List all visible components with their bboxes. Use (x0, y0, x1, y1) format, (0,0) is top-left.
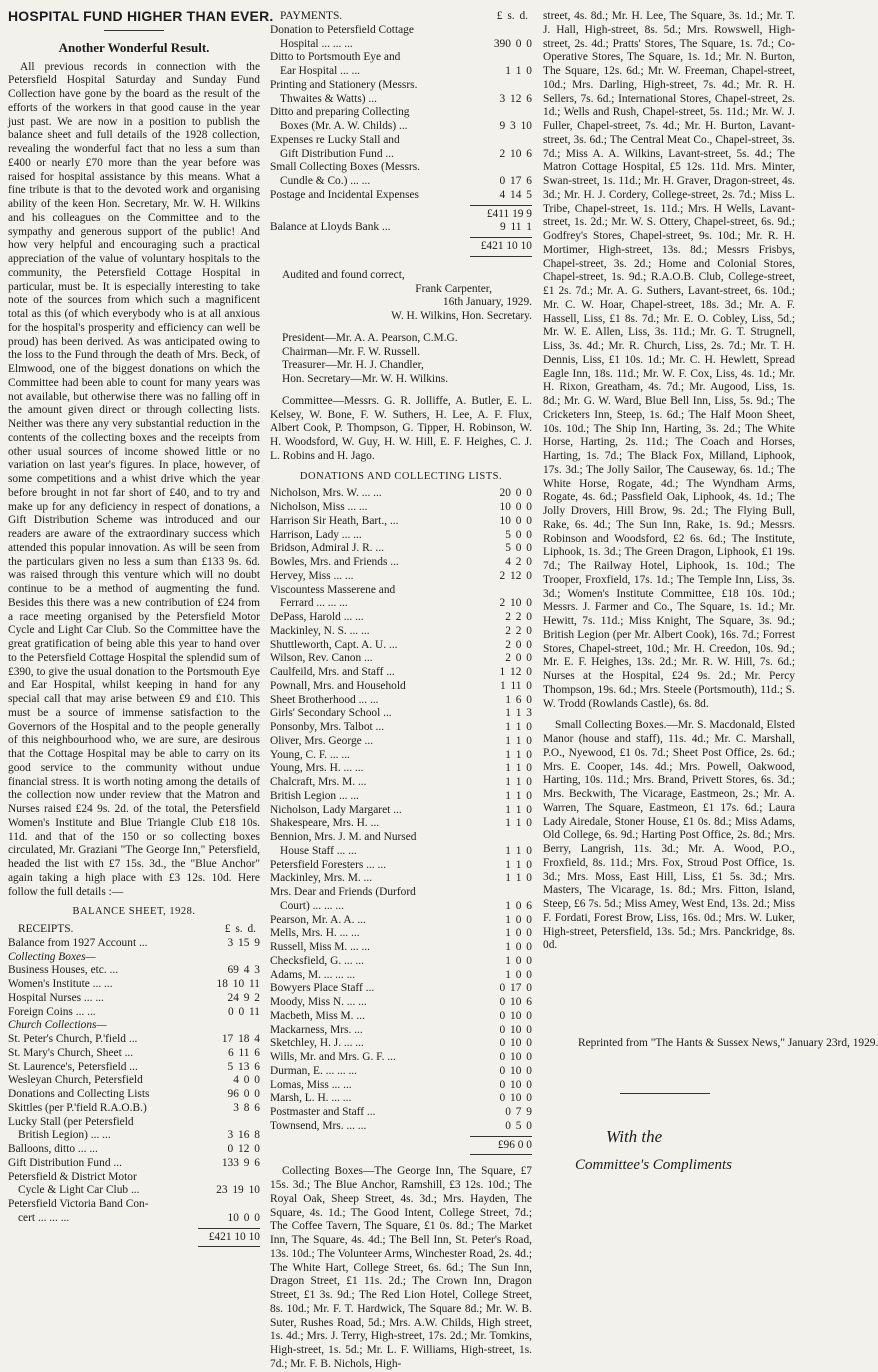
donations-total: £96 0 0 (497, 1138, 532, 1151)
donation-line (270, 735, 532, 749)
donation-line-label: British Legion ... ... (270, 789, 359, 802)
receipt-line (8, 1019, 260, 1033)
receipt-line-amount: 23 19 10 (216, 1184, 260, 1197)
donation-line-label: Caulfeild, Mrs. and Staff ... (270, 666, 395, 678)
payment-line (270, 79, 532, 93)
payment-line (270, 134, 532, 148)
donation-line-label: Chalcraft, Mrs. M. ... (270, 776, 367, 788)
audit-statement: Audited and found correct, (282, 268, 405, 281)
payments-header (270, 10, 532, 24)
donation-line (270, 1024, 532, 1038)
donation-line (270, 969, 532, 983)
donation-line (270, 859, 532, 873)
donation-line-label: Ponsonby, Mrs. Talbot ... (270, 721, 385, 733)
donation-line-amount: 1 1 3 (505, 707, 532, 720)
donation-line (270, 1037, 532, 1051)
donation-line-amount: 0 10 0 (499, 1051, 532, 1063)
payment-line (270, 93, 532, 107)
donation-line (270, 776, 532, 790)
donation-line-amount: 0 5 0 (505, 1119, 532, 1132)
donation-line-label: Harrison, Lady ... ... (270, 528, 362, 541)
payment-line (270, 161, 532, 175)
receipt-line-label: Women's Institute ... ... (8, 978, 113, 990)
donations-list (270, 487, 532, 1133)
officer-line: Treasurer—Mr. H. J. Chandler, (282, 359, 424, 372)
donation-line-label: Hervey, Miss ... ... (270, 569, 354, 582)
donation-line-label: Bowles, Mrs. and Friends ... (270, 556, 399, 568)
balance-row (270, 221, 532, 235)
receipt-line (8, 937, 260, 951)
small-collecting-boxes: Small Collecting Boxes.—Mr. S. Macdonald, Elsted Manor (house and staff), 11s. 4d.; Mr. C. Marshall, P.O., Nyewood, £1 0s. 7d.; Sheet Post Office, 2s. 6d.; Mrs. E. Cooper, 14s. 4d.; Mrs. Powell, Oakwood, Harting, 10s. 11d.; Mrs. Brand, Privett Stores, 6s. 3d.; Mrs. Beckwith, The Vicarage, Eastmeon, 2s.; Mr. A. Warren, The Square, Eastmeon, £1 17s. 6d.; Laura Lady Airedale, Stoner House, £1 0s. 8d.; Miss Adams, Old College, 6s. 9d.; Harting Post Office, 2s. 8d.; Mrs. Berry, Langrish, 11s. 3d.; Mr. A. Wood, P.O., Froxfield, 8s. 11d.; Mrs. Fox, Stroud Post Office, 1s. 3d.; Mrs. Moss, East Hill, Liss, £1 5s. 3d.; Mrs. Masters, The Vicarage, 1s. 8d.; Mrs. Fitton, Island, Steep, £6 7s. 5d.; Miss Amey, West End, 13s. 2d.; Miss F. Fordati, Forest Brow, Liss, 16s. 0d.; Mrs. W. Luker, High-street, Petersfield, 13s. 5d.; Mrs. Panckridge, 8s. 0d. (543, 719, 795, 952)
secretary-signature: W. H. Wilkins, Hon. Secretary. (391, 310, 532, 322)
payment-line-amount: 390 0 0 (493, 37, 532, 50)
receipt-line-label: cert ... ... ... (18, 1211, 70, 1224)
payment-line-amount: 1 1 0 (505, 65, 532, 77)
donation-line-amount: 1 12 0 (499, 666, 532, 678)
receipt-line-amount: 18 10 11 (216, 978, 260, 990)
donation-line-amount: 2 2 0 (505, 611, 532, 623)
donation-line (270, 597, 532, 611)
donation-line-amount: 0 10 6 (499, 996, 532, 1008)
donation-line (270, 680, 532, 694)
payment-line (270, 65, 532, 79)
sum-rule (198, 1228, 260, 1229)
payment-line-label: Donation to Petersfield Cottage (270, 23, 414, 36)
donation-line (270, 721, 532, 735)
donation-line-label: Pearson, Mr. A. A. ... (270, 913, 366, 926)
donation-line-amount: 1 6 0 (505, 693, 532, 706)
payment-line-label: Hospital ... ... ... (280, 37, 353, 50)
receipts-list (8, 937, 260, 1226)
donation-line (270, 831, 532, 845)
donation-line (270, 996, 532, 1010)
receipt-line-amount: 3 8 6 (233, 1101, 260, 1114)
receipt-line-amount: 10 0 0 (227, 1211, 260, 1224)
donation-line-label: Townsend, Mrs. ... ... (270, 1119, 367, 1132)
receipts-total: £421 10 10 (208, 1230, 260, 1243)
balance-amount: 9 11 1 (499, 221, 532, 234)
donation-line-label: Shuttleworth, Capt. A. U. ... (270, 638, 398, 651)
balance-sheet-title: BALANCE SHEET, 1928. (72, 906, 196, 918)
donation-line-amount: 5 0 0 (505, 542, 532, 555)
receipt-line-amount: 4 0 0 (233, 1074, 260, 1087)
headline: HOSPITAL FUND HIGHER THAN EVER. (8, 8, 274, 24)
audit-date: 16th January, 1929. (442, 296, 532, 309)
donation-line-label: Viscountess Masserene and (270, 583, 396, 596)
donation-line-label: Wills, Mr. and Mrs. G. F. ... (270, 1051, 396, 1063)
sum-rule (470, 256, 532, 257)
auditor-name: Frank Carpenter, (415, 282, 492, 295)
receipt-line-label: British Legion) ... ... (18, 1129, 111, 1142)
donation-line-amount: 10 0 0 (499, 501, 532, 513)
donation-line-amount: 1 0 0 (505, 954, 532, 967)
donation-line (270, 501, 532, 515)
receipt-line (8, 1157, 260, 1171)
receipt-line-label: Petersfield & District Motor (8, 1170, 137, 1183)
donation-line-label: Russell, Miss M. ... ... (270, 941, 371, 953)
donation-line-amount: 1 1 0 (505, 872, 532, 885)
payment-line-label: Cundle & Co.) ... ... (280, 175, 371, 187)
receipt-line-label: Cycle & Light Car Club ... (18, 1184, 140, 1197)
receipt-line-label: Business Houses, etc. ... (8, 964, 119, 977)
donation-line-label: Petersfield Foresters ... ... (270, 858, 387, 871)
donation-line-label: DePass, Harold ... ... (270, 611, 364, 623)
payment-line-label: Ear Hospital ... ... (280, 65, 361, 77)
donation-line-amount: 1 1 0 (505, 803, 532, 816)
payments-list (270, 24, 532, 203)
donation-line (270, 1010, 532, 1024)
donation-line-amount: 2 2 0 (505, 624, 532, 637)
receipt-line-label: Petersfield Victoria Band Con- (8, 1198, 149, 1210)
receipt-line-amount: 3 16 8 (227, 1129, 260, 1142)
donation-line-label: Oliver, Mrs. George ... (270, 734, 374, 747)
donation-line-label: Bowyers Place Staff ... (270, 982, 375, 995)
receipt-line (8, 1047, 260, 1061)
receipt-line (8, 1074, 260, 1088)
receipt-line (8, 1116, 260, 1130)
donation-line-label: Nicholson, Mrs. W. ... ... (270, 487, 382, 500)
column-2 (270, 10, 532, 1372)
donation-line (270, 556, 532, 570)
payment-line-label: Gift Distribution Fund ... (280, 147, 394, 160)
receipt-line-amount: 133 9 6 (221, 1156, 260, 1169)
receipt-line-amount: 0 12 0 (227, 1143, 260, 1155)
payment-line-label: Thwaites & Watts) ... (280, 92, 377, 105)
donation-line (270, 900, 532, 914)
receipt-line-amount: 24 9 2 (227, 991, 260, 1004)
donation-line (270, 886, 532, 900)
receipt-line-label: St. Laurence's, Petersfield ... (8, 1060, 138, 1073)
sum-rule (470, 1154, 532, 1155)
donation-line (270, 707, 532, 721)
officers-list (270, 332, 532, 387)
donation-line-amount: 0 17 0 (499, 982, 532, 995)
donation-line-label: Bennion, Mrs. J. M. and Nursed (270, 831, 417, 843)
donation-line-label: Pownall, Mrs. and Household (270, 679, 406, 692)
receipt-line (8, 1171, 260, 1185)
receipts-label: RECEIPTS. (18, 923, 74, 935)
payment-line-label: Postage and Incidental Expenses (270, 188, 419, 201)
receipt-line (8, 978, 260, 992)
receipt-line-amount: 17 18 4 (221, 1033, 260, 1045)
sum-rule (198, 1246, 260, 1247)
payments-currency-header: £ s. d. (496, 10, 528, 22)
donation-line (270, 927, 532, 941)
payment-line (270, 120, 532, 134)
payment-line-label: Printing and Stationery (Messrs. (270, 78, 418, 91)
payments-label: PAYMENTS. (280, 10, 343, 22)
receipt-line-label: Donations and Collecting Lists (8, 1088, 150, 1100)
receipt-line-label: St. Peter's Church, P.'field ... (8, 1033, 138, 1045)
donation-line-amount: 1 11 0 (499, 679, 532, 692)
balance-label: Balance at Lloyds Bank ... (270, 221, 391, 234)
donation-line-label: Nicholson, Lady Margaret ... (270, 803, 402, 816)
sum-rule (470, 1136, 532, 1137)
divider (104, 30, 164, 31)
donation-line-label: Postmaster and Staff ... (270, 1106, 376, 1118)
donation-line-amount: 0 7 9 (505, 1106, 532, 1118)
donation-line-label: Young, Mrs. H. ... ... (270, 762, 364, 775)
receipt-line (8, 1006, 260, 1020)
receipt-line (8, 992, 260, 1006)
receipt-line (8, 1212, 260, 1226)
payments-total: £421 10 10 (480, 240, 532, 252)
donation-line-amount: 0 10 0 (499, 1023, 532, 1036)
donation-line (270, 955, 532, 969)
donation-line-amount: 0 10 0 (499, 1009, 532, 1022)
collecting-boxes-continued: street, 4s. 8d.; Mr. H. Lee, The Square, 3s. 1d.; Mr. T. J. Hall, High-street, 8s. 5d.; Mrs. Rowswell, High-street, 2s. 4d.; Pratts' Stores, The Square, 1s. 7d.; Co-Operative Stores, The Square, 1s. 1d.; Mr. N. Burton, The Square, 12s. 6d.; Mr. W. Freeman, Chapel-street, 10d.; Mrs. Darling, High-street, 7s. 4d.; Mr. R. H. Sellers, 7s. 6d.; International Stores, Chapel-street, 2s. 1d.; Wells and Rush, Chapel-street, 5s. 11d.; Mr. W. J. Fuller, Chapel-street, 7s. 4d.; Mr. H. Burton, Lavant-street, 3s. 6d.; The Central Meat Co., Chapel-street, 3s. 7d.; Miss A. A. Wilkins, Lavant-street, 5s. 4d.; The Matron Cottage Hospital, £5 12s. 11d. Mrs. Minter, Swan-street, 1s. 11d.; Mr. H. Graver, Dragon-street, 4s. 3d.; Mr. H. J. Cordery, College-street, 2s. 7d.; Miss L. Tribe, Chapel-street, 1s. 11d.; Mrs. H Wells, Lavant-street, 1s. 2d.; Mr. W. S. Ottery, Chapel-street, 6s. 9d.; Godfrey's Stores, Chapel-street, 9s. 10d.; Mr. R. H. Mortimer, High-street, 13s. 8d.; Messrs Frisbys, Chapel-street, 3s. 2d.; Home and Colonial Stores, Chapel-street, 1s. 9d.; R.A.O.B. Club, College-street, £1 2s. 7d.; Mr. A. G. Suthers, Lavant-street, 6s. 10d.; Mr. C. W. Hoar, Chapel-street, 18s. 3d.; Mr. A. F. Hassell, Liss, £1 8s. 7d.; Mr. E. O. Cobley, Liss, 5d.; Mr. W. E. Allen, Liss, 3s. 11d.; Mr. G. T. Strugnell, Liss, 3s. 4d.; Mr. R. Church, Liss, 2s. 7d.; Mr. T. H. Dennis, Liss, £1 10s. 1d.; Mr. C. H. Hewlett, Spread Eagle Inn, 18s. 11d.; Mr. W. F. Cox, Liss, 4s. 1d.; Mr. H. Rixon, Greatham, 4s. 7d.; Mr. Augood, Liss, 1s. 8d.; Mr. G. W. Ward, Blue Bell Inn, Liss, 5s. 9d.; The Cricketers Inn, Steep, 1s. 6d.; The Half Moon Sheet, 10s. 10d.; The Ship Inn, Harting, 3s. 2d.; The White Horse, Harting, 2s. 11d.; The Coach and Horses, Harting, 1s. 7d.; The Black Fox, Milland, Liphook, 17s. 3d.; The Jolly Sailor, The Causeway, 6s. 1d.; The White Horse, Rogate, 4d.; The Wyndham Arms, Rogate, 4s. 6d.; Passfield Oak, Liphook, 4s. 1d.; The Jolly Drovers, Hill Brow, 9s. 2d.; The Flying Bull, Rake, 6s. 4d.; The Sun Inn, Rake, 1s. 9d.; Messrs. Robinson and Woodsford, £2 6s. 6d.; The Institute, Liphook, 1s. 3d.; The Green Dragon, Liphook, £1 19s. 7d.; The Railway Hotel, Liphook, 1s. 10d.; The Trooper, Froxfield, 17s. 1d.; The Temple Inn, Liss, 3s. 3d.; Women's Institute Committee, £18 10s. 10d.; Messrs. J. Farmer and Co., The Square, 1s. 1d.; Mr. Hewitt, 7s. 11d.; Miss Knight, The Square, 3s. 9d.; British Legion (per Mr. Albert Cook), 16s. 7d.; Forrest Stores, Chapel-street, 10d.; Mr. H. Creedon, 10s. 9d.; Mr. E. F. Heighes, 13s. 2d.; Mr. R. W. Hill, 7s. 6d.; Nurses at the Hospital, £24 9s. 2d.; Mr. Percy Thompson, 19s. 6d.; Mrs. Steele (Portsmouth), 11d.; S. W. Trodd (Rowlands Castle), 6s. 8d. (543, 10, 795, 710)
receipt-line (8, 1198, 260, 1212)
receipt-line (8, 1088, 260, 1102)
donation-line-amount: 10 0 0 (499, 514, 532, 527)
receipt-line-label: Wesleyan Church, Petersfield (8, 1074, 143, 1087)
donation-line-label: Ferrard ... ... ... (280, 597, 348, 610)
donation-line-amount: 20 0 0 (499, 487, 532, 500)
donation-line-amount: 2 12 0 (499, 569, 532, 582)
donation-line-amount: 1 1 0 (505, 817, 532, 830)
donation-line-amount: 2 0 0 (505, 638, 532, 651)
payment-line (270, 175, 532, 189)
payment-line (270, 189, 532, 203)
donation-line-amount: 5 0 0 (505, 528, 532, 541)
donation-line-label: Mackinley, Mrs. M. ... (270, 872, 373, 885)
receipt-line-label: Collecting Boxes— (8, 950, 96, 963)
sum-rule (470, 205, 532, 206)
receipts-header (8, 923, 260, 937)
donations-title: DONATIONS AND COLLECTING LISTS. (299, 470, 503, 482)
donation-line-label: Mackinley, N. S. ... ... (270, 624, 370, 637)
receipt-line-amount: 3 15 9 (227, 936, 260, 949)
donation-line (270, 529, 532, 543)
payment-line-amount: 3 12 6 (499, 92, 532, 105)
donation-line (270, 1120, 532, 1134)
receipt-line-label: Church Collections— (8, 1019, 107, 1032)
donation-line-amount: 1 1 0 (505, 844, 532, 857)
donation-line-label: Young, C. F. ... ... (270, 748, 350, 761)
receipt-line-label: St. Mary's Church, Sheet ... (8, 1046, 134, 1059)
payment-line-amount: 0 17 6 (499, 175, 532, 187)
donation-line (270, 639, 532, 653)
donation-line-amount: 1 1 0 (505, 734, 532, 747)
donation-line-amount: 0 10 0 (499, 1092, 532, 1105)
donation-line-label: Wilson, Rev. Canon ... (270, 652, 373, 665)
donation-line-amount: 1 0 0 (505, 941, 532, 953)
donation-line-label: Shakespeare, Mrs. H. ... (270, 817, 380, 830)
donation-line-amount: 4 2 0 (505, 556, 532, 568)
donation-line-label: Adams, M. ... ... ... (270, 968, 356, 981)
receipt-line-amount: 96 0 0 (227, 1088, 260, 1100)
compliments-subtitle: Committee's Compliments (575, 1157, 732, 1173)
donation-line-label: Durman, E. ... ... ... (270, 1064, 357, 1077)
donation-line (270, 652, 532, 666)
donation-line-label: House Staff ... ... (280, 844, 357, 857)
donation-line-label: Mrs. Dear and Friends (Durford (270, 886, 416, 898)
receipt-line (8, 1143, 260, 1157)
subheadline: Another Wonderful Result. (58, 39, 210, 55)
donation-line (270, 515, 532, 529)
donation-line-label: Marsh, L. H. ... ... (270, 1092, 352, 1105)
donation-line-label: Bridson, Admiral J. R. ... (270, 542, 384, 555)
committee-list: Committee—Messrs. G. R. Jolliffe, A. Butler, E. L. Kelsey, W. Bone, F. W. Suthers, H. Lee, A. F. Flux, Albert Cook, P. Thompson, G. Tipper, H. Robinson, W. H. Woodsford, W. Guy, H. W. Hill, E. F. Heighes, C. J. L. Robins and H. Jago. (270, 394, 532, 462)
donation-line (270, 542, 532, 556)
donation-line-amount: 1 0 0 (505, 968, 532, 981)
donation-line (270, 570, 532, 584)
donation-line-amount: 2 0 0 (505, 652, 532, 665)
donation-line (270, 1051, 532, 1065)
donation-line (270, 982, 532, 996)
compliments-title: With the (606, 1127, 663, 1146)
receipt-line (8, 1102, 260, 1116)
payment-line-label: Small Collecting Boxes (Messrs. (270, 161, 420, 174)
donation-line-amount: 2 10 0 (499, 597, 532, 610)
donation-line-amount: 1 0 0 (505, 913, 532, 926)
donation-line-amount: 1 1 0 (505, 748, 532, 761)
donation-line (270, 749, 532, 763)
receipt-line (8, 964, 260, 978)
receipt-line-label: Balance from 1927 Account ... (8, 936, 148, 949)
donation-line-amount: 0 10 0 (499, 1078, 532, 1091)
donation-line (270, 1092, 532, 1106)
officer-line: President—Mr. A. A. Pearson, C.M.G. (282, 331, 458, 344)
officer-line: Hon. Secretary—Mr. W. H. Wilkins. (282, 373, 449, 385)
payment-line-label: Ditto to Portsmouth Eye and (270, 51, 401, 64)
column-3 (543, 10, 795, 953)
donation-line (270, 817, 532, 831)
donation-line-label: Checksfield, G. ... ... (270, 954, 364, 967)
donation-line-amount: 1 1 0 (505, 858, 532, 871)
payment-line (270, 24, 532, 38)
donation-line-amount: 0 10 0 (499, 1037, 532, 1050)
donation-line (270, 762, 532, 776)
donation-line-label: Girls' Secondary School ... (270, 707, 392, 720)
donation-line (270, 804, 532, 818)
officer-line: Chairman—Mr. F. W. Russell. (282, 345, 420, 358)
donation-line-label: Lomas, Miss ... ... (270, 1078, 352, 1091)
donation-line-label: Mackarness, Mrs. ... (270, 1023, 363, 1036)
payment-line-amount: 9 3 10 (499, 120, 532, 132)
donation-line-amount: 1 1 0 (505, 762, 532, 775)
donation-line-amount: 0 10 0 (499, 1064, 532, 1077)
donation-line-label: Mells, Mrs. H. ... ... (270, 927, 360, 940)
donation-line (270, 1065, 532, 1079)
payment-line-label: Ditto and preparing Collecting (270, 106, 410, 119)
donation-line (270, 625, 532, 639)
intro-article: All previous records in connection with the Petersfield Hospital Saturday and Sunday Fund Collection have gone by the board as the result of the efforts of the workers in that good cause in the year just past. We are now in a position to publish the balance sheet and full details of the 1928 collection, revealing the wonderful fact that no less a sum than £400 or nearly £70 more than the year before was raised for hospital assistance by this means. What a fine tribute is that to the devoted work and organising ability of the keen Hon. Secretary, Mr. W. H. Wilkins and his colleagues on the Committee and to the sympathy and generous support of the public! And how very helpful and encouraging such a practical appreciation of the value of voluntary hospitals to the community, the Petersfield Cottage Hospital in particular, must be. It is especially interesting to take note of the sources from which such a magnificent total as this (of which everybody who is at all anxious for the hospital's prosperity and efficiency can well be proud) has been derived. As was anticipated owing to the loss to the Fund through the death of Mrs. Beck, of Elmwood, one of the biggest donations on which the Committee had been able to count for many years was not available, but otherwise there was no falling off in the amount given direct or through collecting lists. Neither was there any very substantial reduction in the contents of the collecting boxes and the receipts from other usual sources of income showed little or no variation on last year's figures. In place, however, of some competitions and a whist drive which the year before brought in not far short of £40, and to try and make up for any deficiency in respect of donations, a Gift Distribution Scheme was introduced and our readers are aware of the extraordinary success which attended this popular innovation. As will be seen from the particulars given no less a sum than £133 9s. 6d. was raised through this venture which will no doubt continue to be a method of augmenting the fund. Besides this there was a new contribution of £24 from a race meeting organised by the Petersfield Motor Cycle and Light Car Club. So the Committee have the great gratification of being able this year to hand over to the Petersfield Cottage Hospital the splendid sum of £390, to give the usual donation to the Portsmouth Eye and Ear Hospital, whilst keeping in hand for any special call that may arise between £9 and £10. This must be a source of immense satisfaction to the Governors of the Hospital and to the people generally of this neighbourhood who, we are sure, are desirous that the Cottage Hospital may be able to carry on its good service to the community without undue financial stress. It is worth noting among the details of the collection now under review that the Matron and Nurses raised £24 9s. 2d. of the total, the Petersfield Women's Institute and Blue Triangle Club £18 10s. 11d. and that of the 150 or so collecting boxes circulated, Mr. Graziani "The George Inn," Petersfield, headed the list with £7 15s. 3d., the "Blue Anchor" again taking a high place with £3 12s. 10d. Here follow the full details :— (8, 60, 260, 898)
receipt-line-amount: 0 0 11 (227, 1005, 260, 1018)
receipt-line (8, 1184, 260, 1198)
receipt-line-label: Skittles (per P.'field R.A.O.B.) (8, 1101, 147, 1114)
receipt-line-amount: 69 4 3 (227, 964, 260, 977)
payment-line (270, 106, 532, 120)
donation-line-label: Harrison Sir Heath, Bart., ... (270, 514, 399, 527)
donation-line-label: Nicholson, Miss ... ... (270, 501, 368, 513)
donation-line (270, 694, 532, 708)
donation-line (270, 941, 532, 955)
donation-line-amount: 1 0 6 (505, 899, 532, 912)
donation-line (270, 666, 532, 680)
receipt-line-label: Lucky Stall (per Petersfield (8, 1115, 134, 1128)
payment-line (270, 148, 532, 162)
receipt-line (8, 951, 260, 965)
donation-line (270, 487, 532, 501)
receipt-line (8, 1061, 260, 1075)
reprint-note: Reprinted from "The Hants & Sussex News," January 23rd, 1929. (578, 1037, 878, 1049)
donation-line (270, 611, 532, 625)
collecting-boxes-text: Collecting Boxes—The George Inn, The Square, £7 15s. 3d.; The Blue Anchor, Ramshill, £3 12s. 10d.; The Royal Oak, Sheep Street, 4s. 3d.; Mrs. Hayden, The Square, 4s. 1d.; The Good Intent, College Street, 7d.; The Coffee Tavern, The Square, £1 0s. 8d.; The Market Inn, The Square, 4s. 4d.; The Bell Inn, St. Peter's Road, 13s. 10d.; The Volunteer Arms, Winchester Road, 2s. 4d.; The White Hart, College Street, 6s. 6d.; The Sun Inn, Dragon Street, £1 11s. 2d.; The Crown Inn, Dragon Street, £1 3s. 9d.; The Red Lion Hotel, College Street, 8s. 10d.; Mr. F. T. Hardwick, The Square 8d.; Mr. W. B. Suter, Rushes Road, 5d.; Mrs. A.W. Childs, High street, 1s. 4d.; Mrs. J. Terry, High-street, 17s. 2d.; Mr. Tomkins, High-street, 1s. 5d.; Mr. L. F. Williams, High-street, 1s. 7d.; Mr. F. B. Nichols, High- (270, 1165, 532, 1370)
donation-line (270, 914, 532, 928)
column-1 (8, 8, 274, 1249)
donation-line (270, 845, 532, 859)
receipt-line-amount: 5 13 6 (227, 1060, 260, 1073)
payments-subtotal: £411 19 9 (486, 207, 532, 220)
receipt-line-label: Hospital Nurses ... ... (8, 991, 104, 1004)
donation-line (270, 1106, 532, 1120)
donation-line (270, 790, 532, 804)
donation-line (270, 584, 532, 598)
donation-line-label: Sketchley, H. J. ... ... (270, 1037, 364, 1050)
donation-line-label: Moody, Miss N. ... ... (270, 996, 367, 1008)
receipt-line (8, 1033, 260, 1047)
receipt-line-label: Foreign Coins ... ... (8, 1005, 96, 1018)
payment-line-label: Expenses re Lucky Stall and (270, 133, 400, 146)
payment-line (270, 38, 532, 52)
donation-line-amount: 1 1 0 (505, 776, 532, 788)
sum-rule (470, 237, 532, 238)
donation-line-amount: 1 0 0 (505, 927, 532, 940)
donation-line-label: Macbeth, Miss M. ... (270, 1009, 365, 1022)
donation-line (270, 872, 532, 886)
receipt-line-label: Balloons, ditto ... ... (8, 1143, 98, 1155)
payment-line-amount: 4 14 5 (499, 188, 532, 201)
donation-line-label: Sheet Brotherhood ... ... (270, 693, 379, 706)
receipt-line-amount: 6 11 6 (227, 1046, 260, 1059)
receipt-line (8, 1129, 260, 1143)
payment-line-label: Boxes (Mr. A. W. Childs) ... (280, 120, 408, 132)
payment-line-amount: 2 10 6 (499, 147, 532, 160)
receipt-line-label: Gift Distribution Fund ... (8, 1156, 122, 1169)
donation-line (270, 1079, 532, 1093)
donation-line-amount: 1 1 0 (505, 721, 532, 733)
payment-line (270, 51, 532, 65)
donation-line-label: Court) ... ... ... (280, 899, 344, 912)
donation-line-amount: 1 1 0 (505, 789, 532, 802)
currency-header: £ s. d. (224, 923, 256, 935)
divider (620, 1093, 710, 1094)
